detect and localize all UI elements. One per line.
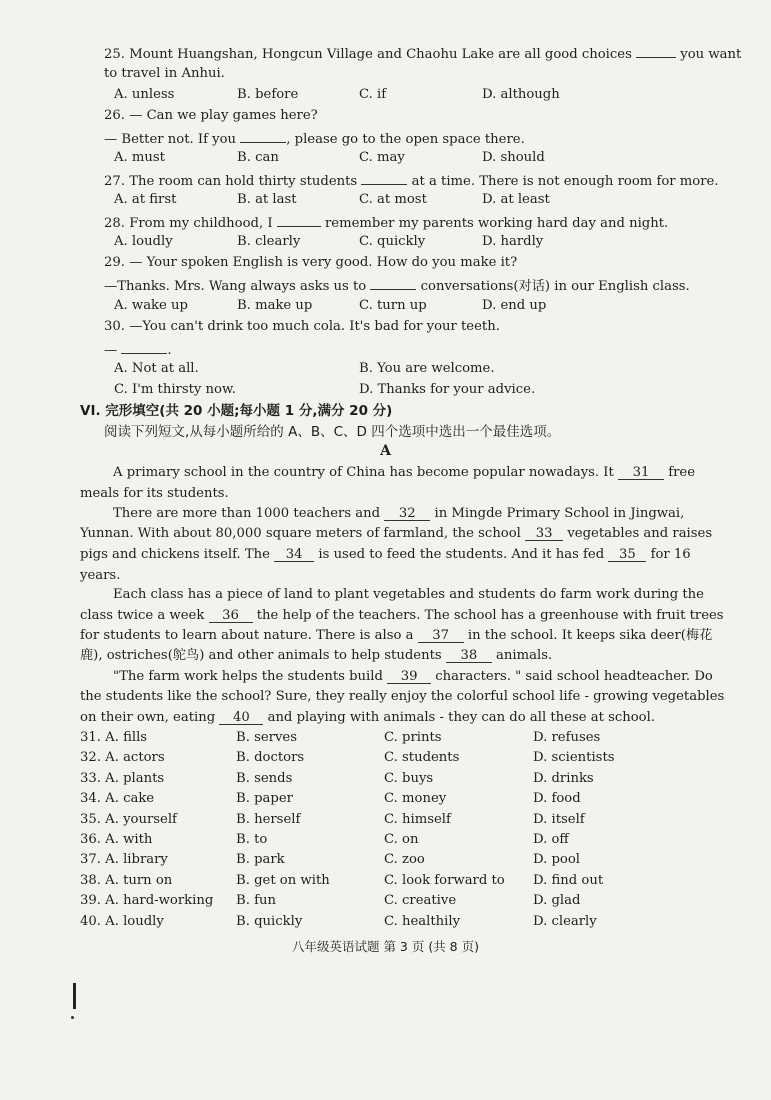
choice-option[interactable]: C. prints — [384, 730, 442, 745]
answer-blank[interactable] — [240, 127, 286, 143]
choice-option[interactable]: 33. A. plants — [80, 770, 165, 786]
question-29-line2: —Thanks. Mrs. Wang always asks us to conversations(对话) in our English class. — [104, 274, 703, 297]
cloze-blank-36[interactable]: 36 — [209, 607, 253, 623]
passage-p3-l4: 鹿), ostriches(鸵鸟) and other animals to help students 38 animals. — [80, 648, 553, 663]
choice-option[interactable]: D. find out — [533, 872, 604, 888]
passage-p2-l1: There are more than 1000 teachers and 32 in Mingde Primary School in Jingwai, — [113, 506, 685, 521]
choice-option[interactable]: B. park — [236, 852, 285, 868]
choice-option[interactable]: C. buys — [384, 770, 434, 786]
choice-option[interactable]: D. glad — [533, 893, 581, 909]
choice-option[interactable]: 35. A. yourself — [80, 811, 177, 827]
section-title: VI. 完形填空(共 20 小题;每小题 1 分,满分 20 分) — [80, 403, 393, 419]
choice-option[interactable]: 36. A. with — [80, 832, 153, 847]
choice-option[interactable]: D. food — [533, 791, 581, 807]
answer-blank[interactable] — [636, 42, 676, 58]
choice-option[interactable]: C. healthily — [384, 913, 461, 929]
question-30-line2: — . — [104, 338, 703, 361]
choice-option[interactable]: B. fun — [236, 893, 276, 909]
question-26-line2: — Better not. If you , please go to the open space there. — [104, 127, 703, 150]
choice-option[interactable]: B. sends — [236, 770, 293, 786]
cloze-blank-33[interactable]: 33 — [525, 525, 563, 541]
choice-option[interactable]: B. serves — [236, 730, 297, 745]
answer-blank[interactable] — [361, 169, 407, 185]
choice-option[interactable]: B. paper — [236, 791, 293, 807]
exam-page: 25. Mount Huangshan, Hongcun Village and Chaohu Lake are all good choices you want to travel in Anhui. A. unless B. before C. if D. although 26. — Can we play games here? — Better not. If you , please go to the open space there. A. must B. can C. may D. should 27. The room can hold thirty students at a time. There is not enough room for more. A. at first B. at last C. at most D. at least 28. From my childhood, I remember my parents working hard day and night. A. loudly B. clearly C. quickly D. hardly 29. — Your spoken English is very good. How do you make it? —Thanks. Mrs. Wang always asks us to conversations(对话) in our English class. A. wake up B. make up C. turn up D. end up 30. —You can't drink too much cola. It's bad for your teeth. — . A. Not at all. B. You are welcome. C. I'm thirsty now. D. Thanks for your advice. VI. 完形填空(共 20 小题;每小题 1 分,满分 20 分) 阅读下列短文,从每小题所给的 A、B、C、D 四个选项中选出一个最佳选项。 A A primary school in the country of China has become popular nowadays. It 31 free meals for its students. There are more than 1000 teachers and 32 in Mingde Primary School in Jingwai, Yunnan. With about 80,000 square meters of farmland, the school 33 vegetables and raises pigs and chickens itself. The 34 is used to feed the students. And it has fed 35 for 16 years. Each class has a piece of land to plant vegetables and students do farm work during the class twice a week 36 the help of the teachers. The school has a greenhouse with fruit trees for students to learn about nature. There is also a 37 in the school. It keeps sika deer(梅花 鹿), ostriches(鸵鸟) and other animals to help students 38 animals. "The farm work helps the students build 39 characters. " said school headteacher. Do the students like the school? Sure, they really enjoy the colorful school life - growing vegetables on their own, eating 40 and playing with animals - they can do all these at school. 31. A. fills B. serves C. prints D. refuses 32. A. actors B. doctors C. students D. scientists 33. A. plants B. sends C. buys D. drinks 34. A. cake B. paper C. money D. food 35. A. yourself B. herself C. himself D. itself 36. A. with B. to C. on D. off 37. A. library B. park C. zoo D. pool 38. A. turn on B. get on with C. look forward to D. find out 39. A. hard-working B. fun C. creative D. glad 40. A. loudly B. quickly C. healthily D. clearly 八年级英语试题 第 3 页 (共 8 页) — [0, 0, 771, 1100]
cloze-blank-31[interactable]: 31 — [618, 464, 664, 480]
passage-p4-l1: "The farm work helps the students build 39 characters. " said school headteacher. Do — [113, 669, 713, 684]
passage-p3-l1: Each class has a piece of land to plant vegetables and students do farm work during the — [113, 587, 704, 602]
choice-option[interactable]: 34. A. cake — [80, 791, 155, 807]
choice-option[interactable]: D. scientists — [533, 750, 615, 766]
cloze-blank-40[interactable]: 40 — [219, 709, 263, 725]
question-27: 27. The room can hold thirty students at a time. There is not enough room for more. — [104, 169, 703, 192]
page-footer: 八年级英语试题 第 3 页 (共 8 页) — [291, 939, 479, 954]
passage-p3-l3: for students to learn about nature. There is also a 37 in the school. It keeps sika deer(梅花 — [80, 628, 713, 643]
answer-blank[interactable] — [277, 211, 321, 227]
choice-option[interactable]: 37. A. library — [80, 852, 168, 868]
choice-option[interactable]: D. drinks — [533, 770, 594, 786]
question-29: 29. — Your spoken English is very good. How do you make it? — [104, 255, 518, 270]
choice-option[interactable]: D. off — [533, 832, 569, 847]
scan-dot — [71, 1016, 74, 1019]
passage-p1-l1: A primary school in the country of China has become popular nowadays. It 31 free — [113, 465, 696, 480]
choice-option[interactable]: B. get on with — [236, 872, 330, 888]
cloze-blank-35[interactable]: 35 — [608, 546, 646, 562]
choice-option[interactable]: 38. A. turn on — [80, 872, 173, 888]
passage-p3-l2: class twice a week 36 the help of the teachers. The school has a greenhouse with fruit trees — [80, 608, 724, 623]
choice-option[interactable]: 31. A. fills — [80, 730, 148, 745]
passage-p2-l2: Yunnan. With about 80,000 square meters of farmland, the school 33 vegetables and raises — [80, 526, 713, 541]
cloze-blank-39[interactable]: 39 — [387, 668, 431, 684]
choice-option[interactable]: C. money — [384, 791, 447, 807]
choice-option[interactable]: C. creative — [384, 893, 457, 909]
question-25-cont: to travel in Anhui. — [104, 66, 225, 81]
cloze-blank-34[interactable]: 34 — [274, 546, 314, 562]
passage-p1-l2: meals for its students. — [80, 486, 229, 501]
choice-option[interactable]: C. zoo — [384, 852, 425, 868]
choice-option[interactable]: C. students — [384, 750, 460, 766]
passage-p2-l3: pigs and chickens itself. The 34 is used to feed the students. And it has fed 35 for 16 — [80, 547, 691, 562]
passage-p4-l2: the students like the school? Sure, they really enjoy the colorful school life - growing vegetables — [80, 689, 725, 704]
choice-option[interactable]: 40. A. loudly — [80, 913, 164, 929]
choice-option[interactable]: 39. A. hard-working — [80, 893, 214, 909]
cloze-blank-38[interactable]: 38 — [446, 647, 492, 663]
cloze-blank-37[interactable]: 37 — [418, 627, 464, 643]
answer-blank[interactable] — [370, 274, 416, 290]
passage-p4-l3: on their own, eating 40 and playing with animals - they can do all these at school. — [80, 710, 656, 725]
choice-option[interactable]: D. refuses — [533, 730, 601, 745]
choice-option[interactable]: D. pool — [533, 852, 581, 868]
cloze-blank-32[interactable]: 32 — [384, 505, 430, 521]
choice-option[interactable]: C. look forward to — [384, 872, 505, 888]
scan-mark — [73, 983, 76, 1009]
answer-blank[interactable] — [121, 338, 167, 354]
question-30: 30. —You can't drink too much cola. It's bad for your teeth. — [104, 319, 500, 334]
question-25: 25. Mount Huangshan, Hongcun Village and Chaohu Lake are all good choices you want — [104, 42, 703, 65]
choice-option[interactable]: C. on — [384, 832, 419, 847]
question-26: 26. — Can we play games here? — [104, 108, 318, 123]
choice-option[interactable]: B. quickly — [236, 913, 303, 929]
choice-option[interactable]: C. himself — [384, 811, 451, 827]
passage-p2-l4: years. — [80, 568, 121, 583]
choice-option[interactable]: B. to — [236, 832, 268, 847]
choice-option[interactable]: B. herself — [236, 811, 301, 827]
choice-option[interactable]: D. itself — [533, 811, 585, 827]
choice-option[interactable]: D. clearly — [533, 913, 597, 929]
question-28: 28. From my childhood, I remember my parents working hard day and night. — [104, 211, 703, 234]
section-instruction: 阅读下列短文,从每小题所给的 A、B、C、D 四个选项中选出一个最佳选项。 — [104, 424, 561, 440]
choice-option[interactable]: B. doctors — [236, 750, 305, 766]
passage-label: A — [380, 443, 391, 459]
choice-option[interactable]: 32. A. actors — [80, 750, 165, 766]
